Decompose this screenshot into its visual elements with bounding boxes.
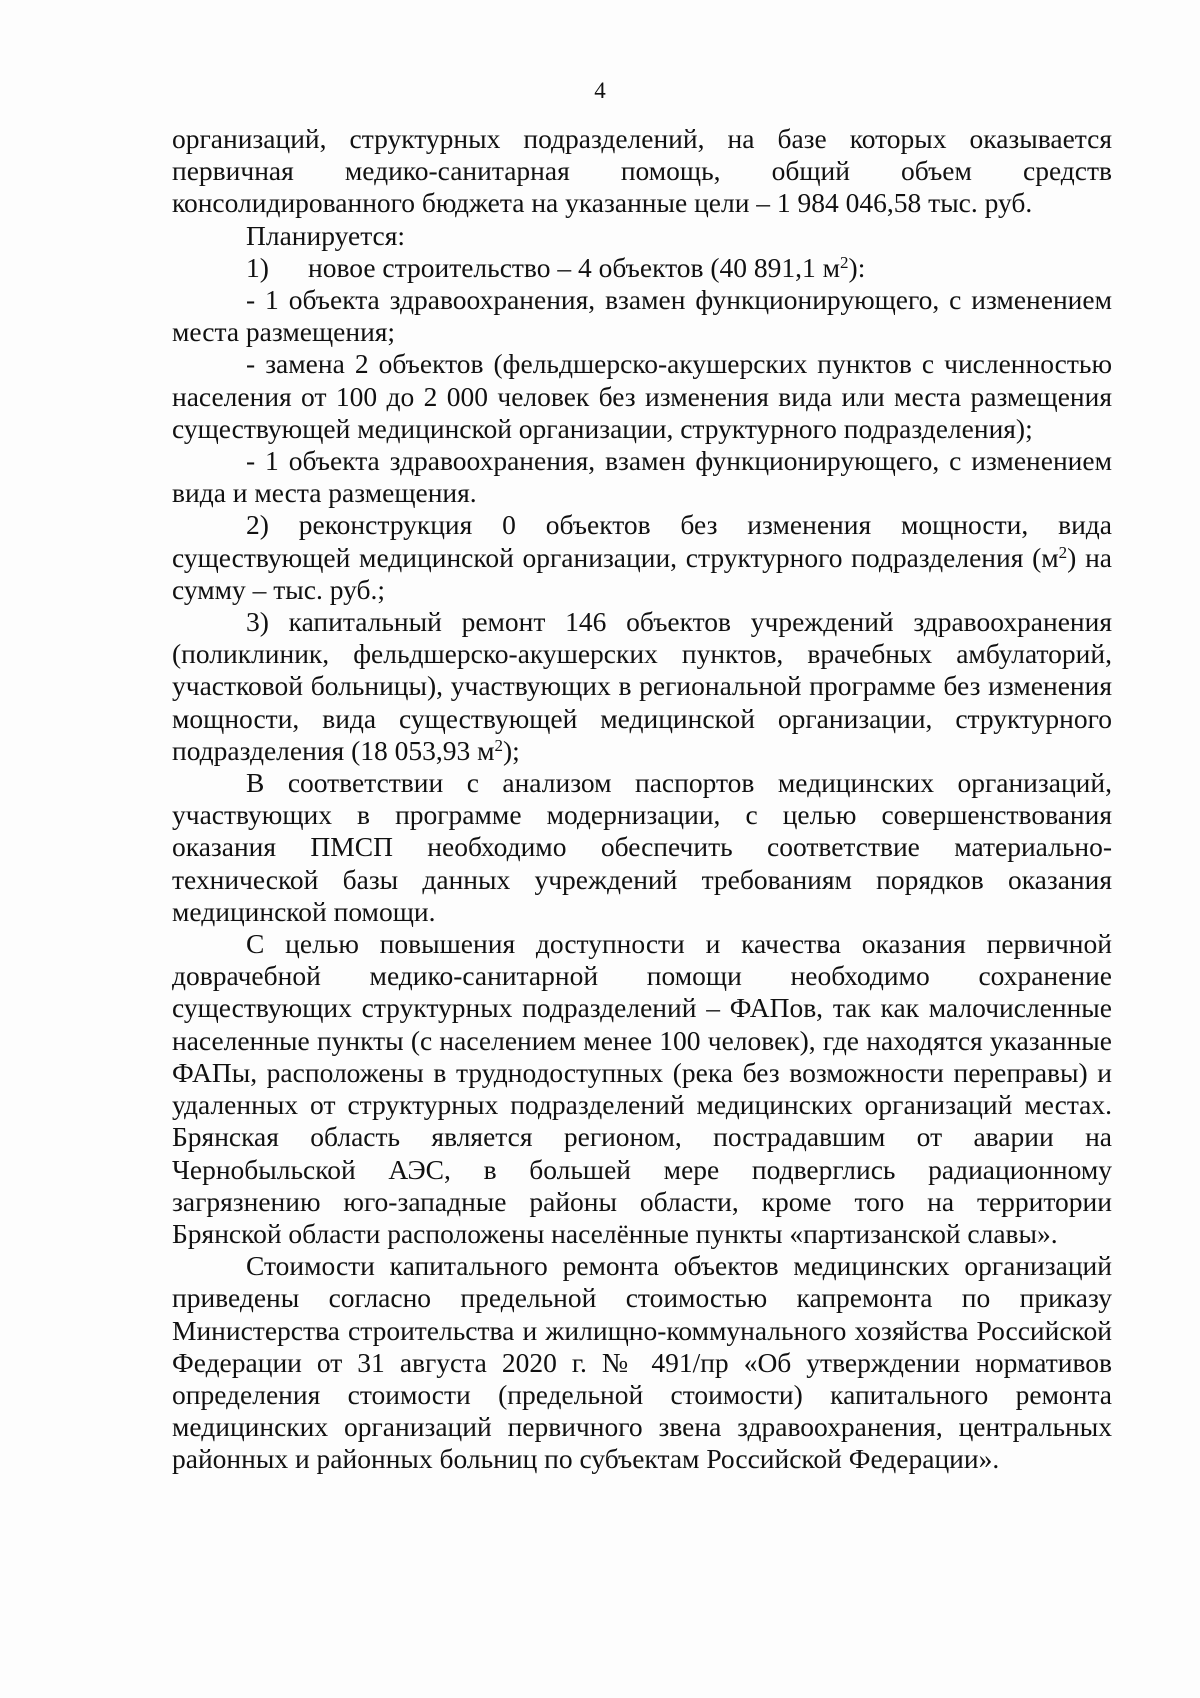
list-item-number: 1) — [246, 251, 269, 283]
paragraph-intro: организаций, структурных подразделений, на базе которых оказывается первичная медико-санитарная помощь, общий объем средств консолидированного бюджета на указанные цели – 1 984 046,58 тыс. руб. — [172, 123, 1112, 219]
page-number: 4 — [594, 78, 606, 103]
capital-repair-text: 3) капитальный ремонт 146 объектов учреждений здравоохранения (поликлиник, фельдшерско-акушерских пунктов, врачебных амбулаторий, участковой больницы), участвующих в региональной программе без изменения мощности, вида существующей медицинской организации, структурного подразделения (18 053,93 м — [172, 606, 1112, 766]
reconstruction-text: 2) реконструкция 0 объектов без изменения мощности, вида существующей медицинской организации, структурного подразделения (м — [172, 509, 1112, 573]
paragraph-costs: Стоимости капитального ремонта объектов медицинских организаций приведены согласно предельной стоимостью капремонта по приказу Министерства строительства и жилищно-коммунального хозяйства Российской Федерации от 31 августа 2020 г. № 491/пр «Об утверждении нормативов определения стоимости (предельной стоимости) капитального ремонта медицинских организаций первичного звена здравоохранения, центральных районных и районных больниц по субъектам Российской Федерации». — [172, 1250, 1112, 1475]
list-item-new-construction — [246, 252, 1112, 284]
capital-repair-text-end: ); — [503, 734, 520, 766]
paragraph-planned: Планируется: — [246, 219, 406, 251]
list-item-capital-repair — [172, 606, 1112, 767]
bullet-item-3: - 1 объекта здравоохранения, взамен функционирующего, с изменением вида и места размещения. — [172, 445, 1112, 509]
list-item-reconstruction — [172, 509, 1112, 606]
list-item-text — [308, 252, 865, 284]
bullet-item-1: - 1 объекта здравоохранения, взамен функционирующего, с изменением места размещения; — [172, 284, 1112, 348]
superscript: 2 — [840, 252, 849, 272]
paragraph-analysis: В соответствии с анализом паспортов медицинских организаций, участвующих в программе модернизации, с целью совершенствования оказания ПМСП необходимо обеспечить соответствие материально-технической базы данных учреждений требованиям порядков оказания медицинской помощи. — [172, 767, 1112, 927]
paragraph-accessibility: С целью повышения доступности и качества оказания первичной доврачебной медико-санитарной помощи необходимо сохранение существующих структурных подразделений – ФАПов, так как малочисленные населенные пункты (с населением менее 100 человек), где находятся указанные ФАПы, расположены в труднодоступных (река без возможности переправы) и удаленных от структурных подразделений медицинских организаций местах. Брянская область является регионом, пострадавшим от аварии на Чернобыльской АЭС, в большей мере подверглись радиационному загрязнению юго-западные районы области, кроме того на территории Брянской области расположены населённые пункты «партизанской славы». — [172, 928, 1112, 1249]
bullet-item-2: - замена 2 объектов (фельдшерско-акушерских пунктов с численностью населения от 100 до 2 000 человек без изменения вида или места размещения существующей медицинской организации, структурного подразделения); — [172, 348, 1112, 444]
new-construction-text-end: ): — [848, 251, 866, 283]
new-construction-text: новое строительство – 4 объектов (40 891,1 м — [308, 251, 841, 283]
document-body — [172, 123, 1112, 1476]
superscript: 2 — [494, 735, 504, 755]
superscript: 2 — [1058, 542, 1068, 562]
reconstruction-text-end: ) на сумму – тыс. руб.; — [172, 541, 1112, 605]
